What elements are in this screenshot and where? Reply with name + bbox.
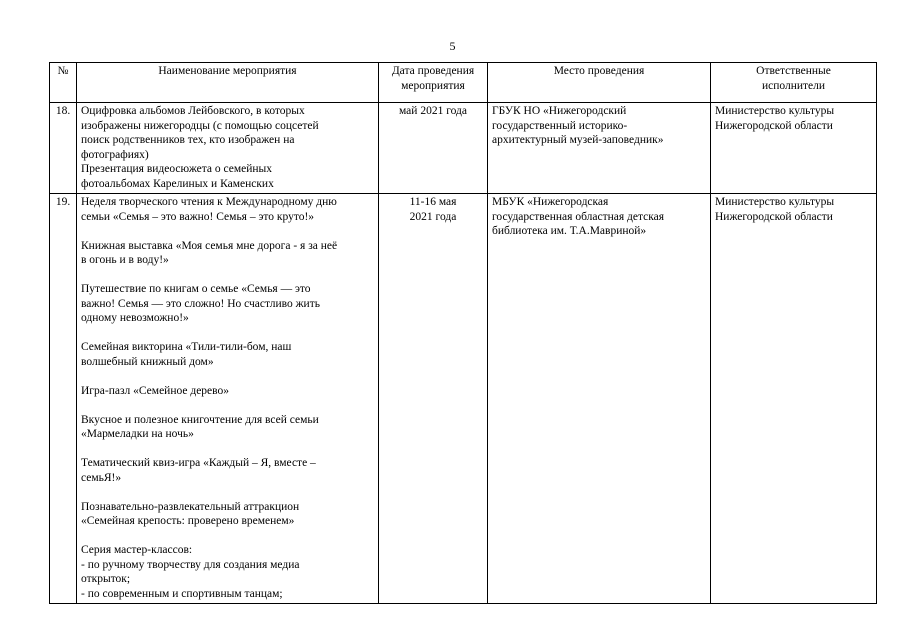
cell-text-line: изображены нижегородцы (с помощью соцсетей	[81, 119, 319, 132]
cell-text-line: Познавательно-развлекательный аттракцион	[81, 500, 300, 513]
cell-text-line: 11-16 мая	[409, 196, 457, 208]
row-number-cell	[50, 194, 77, 604]
cell-text-line: Презентация видеосюжета о семейных	[81, 163, 273, 175]
cell-text-line: Семейная викторина «Тили-тили-бом, наш	[81, 341, 292, 353]
cell-text-line: май 2021 года	[398, 105, 467, 117]
cell-text-line: Вкусное и полезное книгочтение для всей семьи	[81, 413, 319, 426]
cell-text-line: семьЯ!»	[81, 471, 122, 484]
row-number-cell	[50, 103, 77, 194]
event-venue-cell	[488, 194, 711, 604]
cell-text-line: архитектурный музей-заповедник»	[492, 134, 664, 146]
cell-text-line: Оцифровка альбомов Лейбовского, в которых	[81, 105, 305, 117]
cell-text-line: ГБУК НО «Нижегородский	[492, 105, 627, 117]
cell-text-line: фотографиях)	[81, 148, 149, 161]
cell-text-line: Тематический квиз-игра «Каждый – Я, вместе –	[81, 457, 316, 469]
event-venue-cell	[488, 103, 711, 194]
cell-text-line: Министерство культуры	[715, 105, 835, 117]
header-number: №	[50, 63, 77, 103]
cell-text-line: «Мармеладки на ночь»	[81, 428, 194, 440]
event-responsible-cell	[711, 194, 877, 604]
cell-text-line: 18.	[55, 105, 71, 117]
cell-text-line: волшебный книжный дом»	[81, 355, 214, 368]
cell-text-line: открыток;	[81, 573, 131, 585]
cell-text-line: государственный историко-	[492, 119, 628, 132]
cell-text-line: МБУК «Нижегородская	[492, 196, 609, 208]
cell-text-line: 2021 года	[409, 210, 457, 223]
table-row	[50, 194, 877, 604]
event-name-cell	[77, 194, 379, 604]
cell-text-line: Нижегородской области	[715, 210, 833, 223]
cell-text-line: поиск родственников тех, кто изображен на	[81, 134, 295, 146]
cell-text-line: Неделя творческого чтения к Международному дню	[81, 196, 337, 208]
page-number: 5	[449, 39, 456, 53]
cell-text-line: - по ручному творчеству для создания медиа	[81, 558, 300, 571]
cell-text-line: семьи «Семья – это важно! Семья – это круто!»	[81, 210, 315, 223]
event-name-cell	[77, 103, 379, 194]
cell-text-line: одному невозможно!»	[81, 312, 189, 324]
header-responsible: Ответственные исполнители	[711, 63, 877, 103]
event-date-cell	[379, 194, 488, 604]
header-venue: Место проведения	[488, 63, 711, 103]
cell-text-line: Книжная выставка «Моя семья мне дорога - я за неё	[81, 239, 338, 252]
cell-text-line: «Семейная крепость: проверено временем»	[81, 515, 295, 527]
cell-text-line: 19.	[55, 196, 71, 208]
cell-text-line: Путешествие по книгам о семье «Семья — это	[81, 283, 311, 295]
event-responsible-cell	[711, 103, 877, 194]
cell-text-line: Игра-пазл «Семейное дерево»	[81, 384, 230, 397]
cell-text-line: фотоальбомах Карелиных и Каменских	[81, 177, 274, 190]
cell-text-line: Серия мастер-классов:	[81, 544, 193, 556]
event-date-cell	[379, 103, 488, 194]
cell-text-line: государственная областная детская	[492, 210, 665, 223]
cell-text-line: в огонь и в воду!»	[81, 254, 169, 266]
header-event-name: Наименование мероприятия	[77, 63, 379, 103]
cell-text-line: - по современным и спортивным танцам;	[81, 587, 283, 600]
table-header-row	[50, 63, 877, 103]
cell-text-line: Министерство культуры	[715, 196, 835, 208]
cell-text-line: Нижегородской области	[715, 119, 833, 132]
header-date: Дата проведения мероприятия	[379, 63, 488, 103]
table-row	[50, 103, 877, 194]
events-table	[49, 62, 877, 604]
cell-text-line: библиотека им. Т.А.Мавриной»	[492, 225, 647, 237]
cell-text-line: важно! Семья — это сложно! Но счастливо жить	[81, 297, 320, 310]
